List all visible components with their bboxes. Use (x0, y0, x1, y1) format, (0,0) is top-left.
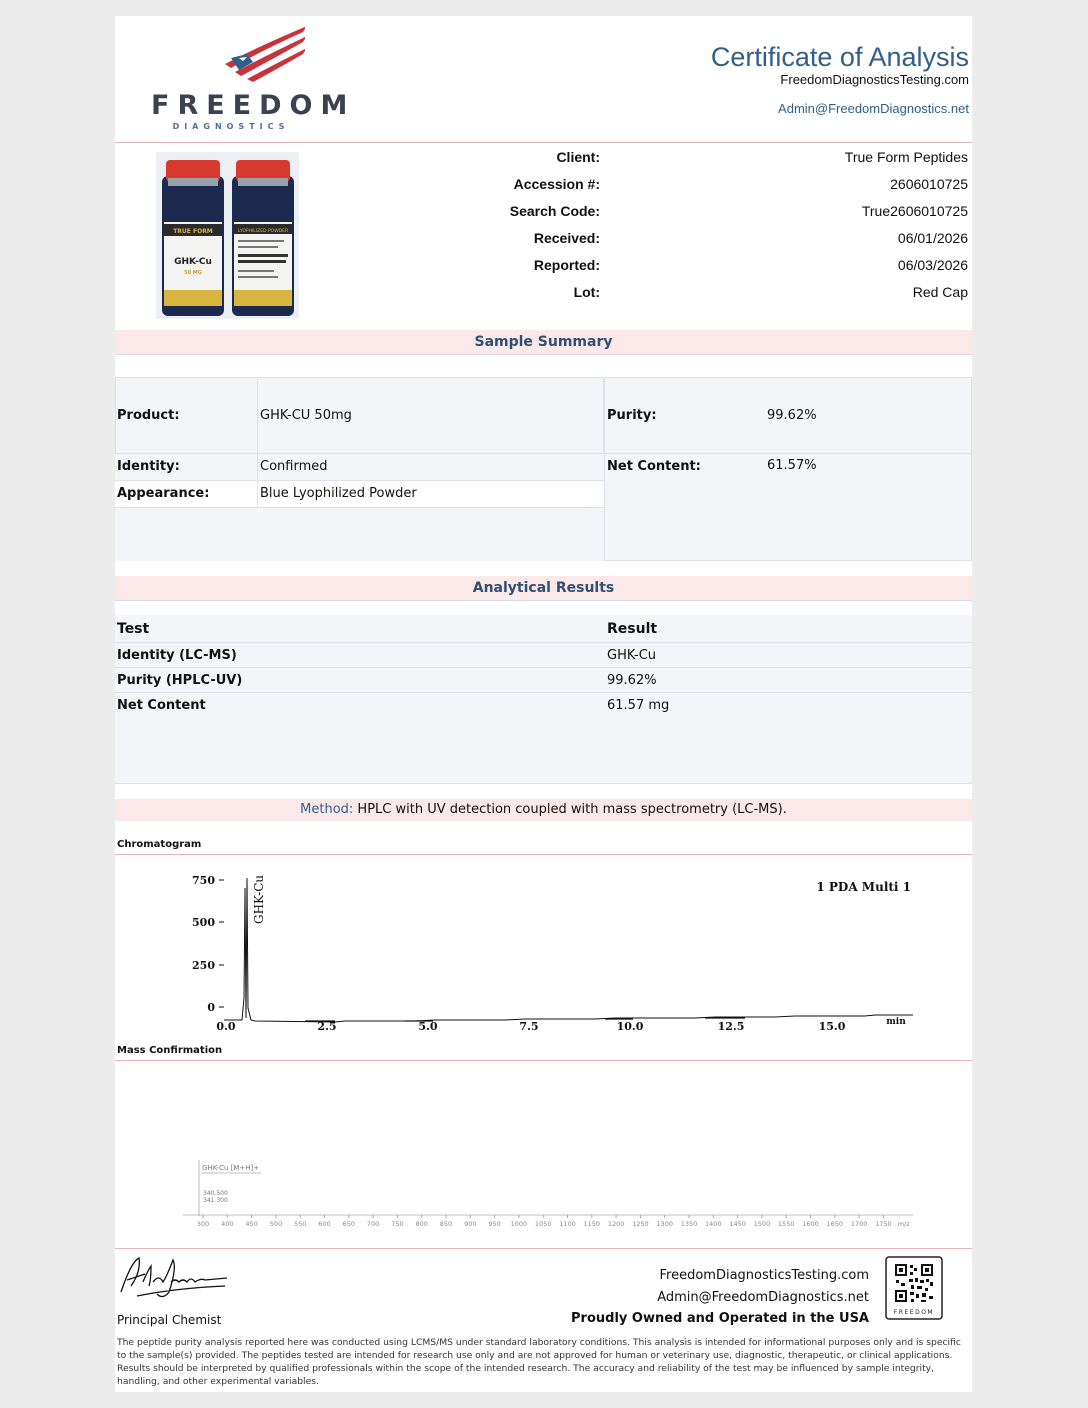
lot-value: Red Cap (912, 284, 968, 300)
mass-x-tick: 1450 (729, 1220, 746, 1228)
purity-value: 99.62% (767, 408, 817, 423)
client-value: True Form Peptides (844, 149, 968, 165)
chrom-x-tick: 0.0 (216, 1020, 236, 1033)
vial-image (156, 152, 299, 319)
mass-x-tick: 800 (415, 1220, 428, 1228)
chrom-x-tick: 12.5 (717, 1020, 745, 1033)
chromatogram-chart (175, 858, 935, 1036)
chrom-x-unit: min (886, 1017, 906, 1027)
mass-x-unit: m/z (897, 1220, 910, 1228)
chromatogram-title: Chromatogram (117, 839, 202, 850)
header-website[interactable]: FreedomDiagnosticsTesting.com (780, 72, 969, 87)
product-label: Product: (117, 408, 180, 423)
identity-value: Confirmed (260, 459, 328, 474)
received-value: 06/01/2026 (897, 230, 968, 246)
mass-x-tick: 1200 (607, 1220, 625, 1228)
footer-website[interactable]: FreedomDiagnosticsTesting.com (659, 1268, 869, 1283)
mass-x-tick: 1000 (510, 1220, 528, 1228)
vial-product-text: GHK-Cu (174, 257, 212, 267)
mass-confirmation-title: Mass Confirmation (117, 1045, 223, 1056)
mass-x-tick: 600 (318, 1220, 331, 1228)
signature-image (117, 1252, 237, 1302)
qr-code[interactable] (885, 1256, 943, 1320)
product-photo (156, 152, 299, 319)
info-row-lot (445, 284, 970, 311)
mass-x-tick: 1300 (656, 1220, 673, 1228)
reported-label: Reported: (533, 257, 600, 273)
client-label: Client: (556, 149, 600, 165)
mass-x-tick: 550 (293, 1220, 307, 1228)
chrom-y-tick: 250 (192, 959, 215, 972)
logo-wordmark: FREEDOM (151, 90, 356, 121)
appearance-value: Blue Lyophilized Powder (260, 486, 417, 501)
mass-x-tick: 300 (196, 1220, 210, 1228)
chrom-x-tick: 2.5 (317, 1020, 337, 1033)
search-code-label: Search Code: (509, 203, 600, 219)
mass-x-tick: 450 (245, 1220, 258, 1228)
identity-label: Identity: (117, 459, 180, 474)
results-bottom-border (115, 783, 972, 784)
info-row-search-code (445, 203, 970, 230)
net-content-value: 61.57% (767, 458, 817, 473)
mass-x-tick: 1400 (705, 1220, 722, 1228)
chrom-x-tick: 5.0 (418, 1020, 438, 1033)
mass-x-tick: 900 (464, 1220, 477, 1228)
accession-label: Accession #: (513, 176, 600, 192)
footer-tagline: Proudly Owned and Operated in the USA (571, 1311, 869, 1326)
signer-title: Principal Chemist (117, 1313, 222, 1327)
row-divider (115, 642, 972, 643)
chrom-y-tick: 0 (207, 1001, 215, 1014)
mass-x-tick: 750 (391, 1220, 404, 1228)
chrom-y-tick: 500 (192, 916, 215, 929)
row-divider (115, 667, 972, 668)
mass-x-tick: 1150 (583, 1220, 601, 1228)
mass-x-tick: 1550 (777, 1220, 795, 1228)
sample-summary-header: Sample Summary (115, 330, 972, 355)
mass-x-tick: 1100 (559, 1220, 576, 1228)
chrom-x-tick: 15.0 (818, 1020, 846, 1033)
result-row-test: Purity (HPLC-UV) (117, 673, 243, 688)
chrom-channel-label: 1 PDA Multi 1 (816, 880, 911, 894)
page-title: Certificate of Analysis (710, 42, 969, 72)
vial-brand-text: TRUE FORM (173, 228, 213, 235)
header-email[interactable]: Admin@FreedomDiagnostics.net (778, 101, 969, 116)
reported-value: 06/03/2026 (897, 257, 968, 273)
chrom-trace (224, 878, 913, 1022)
logo-subtitle: DIAGNOSTICS (172, 122, 290, 131)
mass-x-tick: 700 (366, 1220, 380, 1228)
mass-x-tick: 950 (488, 1220, 501, 1228)
freedom-logo (151, 24, 356, 134)
info-row-accession (445, 176, 970, 203)
result-row-value: 99.62% (607, 673, 657, 688)
mass-x-tick: 1650 (826, 1220, 844, 1228)
summary-row-identity (115, 454, 604, 481)
search-code-value: True2606010725 (861, 203, 968, 219)
header-divider (115, 142, 972, 143)
qr-label: FREEDOM (893, 1309, 935, 1316)
footer-divider (115, 1248, 972, 1249)
analytical-results-header: Analytical Results (115, 576, 972, 601)
chromatogram-divider (115, 854, 972, 855)
mass-x-tick: 1050 (534, 1220, 552, 1228)
info-row-client (445, 149, 970, 176)
eagle-flag-icon (195, 24, 305, 84)
vial-dose-text: 50 MG (184, 270, 202, 276)
mass-x-tick: 400 (221, 1220, 234, 1228)
method-label: Method: (300, 802, 354, 817)
accession-value: 2606010725 (890, 176, 968, 192)
mass-x-tick: 500 (269, 1220, 283, 1228)
net-content-label: Net Content: (607, 459, 701, 474)
chrom-x-tick: 7.5 (519, 1020, 539, 1033)
result-row-value: GHK-Cu (607, 648, 657, 663)
mass-divider (115, 1060, 972, 1061)
summary-divider (257, 454, 258, 508)
info-row-reported (445, 257, 970, 284)
mass-x-tick: 1500 (753, 1220, 771, 1228)
info-row-received (445, 230, 970, 257)
result-row-test: Identity (LC-MS) (117, 648, 237, 663)
mass-x-tick: 850 (439, 1220, 453, 1228)
appearance-label: Appearance: (117, 486, 210, 501)
mass-x-tick: 1250 (632, 1220, 649, 1228)
mass-peak-value: 341.300 (203, 1197, 228, 1204)
result-row-test: Net Content (117, 698, 206, 713)
method-text: HPLC with UV detection coupled with mass spectrometry (LC-MS). (357, 802, 787, 817)
lot-label: Lot: (573, 284, 600, 300)
footer-email[interactable]: Admin@FreedomDiagnostics.net (657, 1290, 869, 1305)
product-value: GHK-CU 50mg (260, 408, 352, 423)
chrom-y-tick: 750 (192, 874, 215, 887)
mass-x-tick: 1750 (875, 1220, 892, 1228)
mass-x-tick: 1350 (680, 1220, 698, 1228)
analytical-results-table (115, 615, 972, 783)
test-column-header: Test (117, 621, 150, 637)
qr-code-icon (885, 1256, 943, 1320)
mass-x-tick: 650 (342, 1220, 356, 1228)
mass-spectrum-chart (175, 1156, 925, 1228)
result-column-header: Result (607, 621, 658, 637)
chrom-x-tick: 10.0 (616, 1020, 644, 1033)
row-divider (115, 692, 972, 693)
chrom-peak-label: GHK-Cu (252, 874, 266, 924)
mass-x-tick: 1600 (802, 1220, 819, 1228)
mass-peak-label: GHK-Cu [M+H]+ (202, 1164, 260, 1172)
mass-x-tick: 1700 (850, 1220, 868, 1228)
certificate-page (115, 16, 972, 1392)
result-row-value: 61.57 mg (607, 698, 670, 713)
mass-peak-value: 340.500 (203, 1190, 228, 1197)
disclaimer-text: The peptide purity analysis reported here was conducted using LCMS/MS under standard laboratory conditions. This analysis is intended for informational purposes only and is specific to the sample(s) provided. The peptides tested are intended for research use only and are not approved for human or veterinary use, diagnostic, therapeutic, or clinical applications. Results should be interpreted by qualified professionals within the scope of the intended research. The accuracy and reliability of the test may be influenced by sample integrity, handling, and other experimental variables. (117, 1337, 961, 1387)
vial-back-title: LYOPHILIZED POWDER (237, 229, 289, 234)
method-band (115, 799, 972, 821)
sample-summary-table (115, 377, 972, 561)
received-label: Received: (533, 230, 600, 246)
purity-label: Purity: (607, 408, 657, 423)
